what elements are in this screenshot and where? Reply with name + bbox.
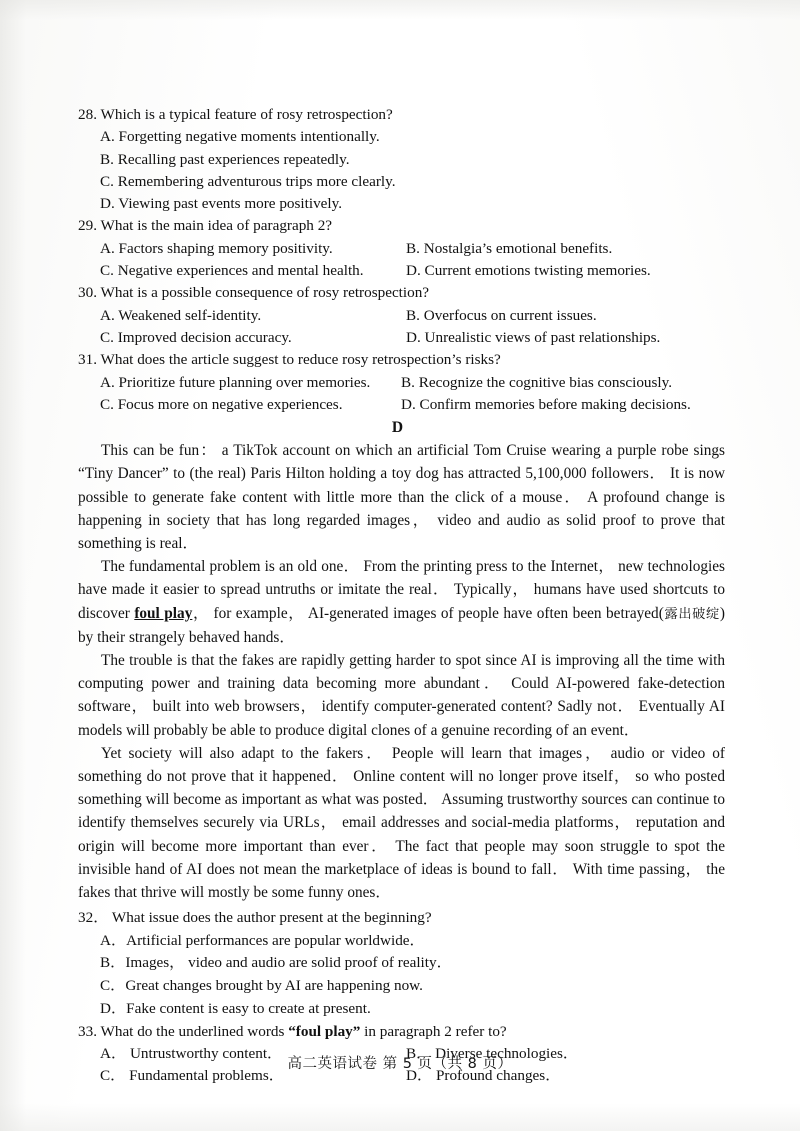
scan-edge-bottom [0,1103,800,1131]
option-row [100,372,725,394]
question-28-stem-text: Which is a typical feature of rosy retrospection? [100,106,393,123]
passage-paragraph-4 [78,742,725,904]
question-28-stem [78,104,725,126]
option-label: B． [100,954,126,972]
option-b[interactable]: B. Overfocus on current issues. [406,306,597,324]
question-31-options [100,372,725,417]
option-row [100,305,725,327]
option-a[interactable]: A． Untrustworthy content． [100,1045,283,1062]
option-text: Artificial performances are popular worldwide． [126,931,425,949]
question-29-stem [78,215,725,237]
option-d[interactable]: D． Profound changes． [406,1067,561,1085]
question-31-stem [78,349,725,371]
option-row [100,193,725,215]
question-32-stem [78,907,725,929]
quoted-phrase-foul-play: “foul play” [288,1022,361,1040]
option-b[interactable]: B． Diverse technologies． [406,1045,579,1062]
question-29 [78,215,725,282]
question-33-stem-text: What do the underlined words [100,1022,289,1040]
question-29-number: 29. [78,217,97,235]
question-32 [78,907,725,1020]
passage-paragraph-2 [78,555,725,649]
option-row [100,394,725,416]
question-28-number: 28. [78,106,97,123]
option-d[interactable]: D. Viewing past events more positively. [100,195,343,213]
option-text: Great changes brought by AI are happening now. [125,977,423,995]
option-c[interactable]: C. Remembering adventurous trips more clearly. [100,172,396,190]
option-c[interactable]: C. Improved decision accuracy. [100,328,292,346]
question-29-stem-text: What is the main idea of paragraph 2? [100,217,333,235]
question-31-stem-text: What does the article suggest to reduce rosy retrospection’s risks? [100,351,501,369]
option-a[interactable]: A. Weakened self-identity. [100,306,262,324]
question-30-stem [78,282,725,304]
option-b[interactable] [100,952,725,975]
page-footer: 高二英语试卷 第 5 页（共 8 页） [287,1056,513,1072]
option-a[interactable]: A. Prioritize future planning over memories. [100,373,371,391]
option-row [100,260,725,282]
option-c[interactable]: C. Focus more on negative experiences. [100,395,343,413]
passage-paragraph-1 [78,439,725,555]
question-33-stem [78,1021,725,1043]
question-30 [78,282,725,349]
option-text: Fake content is easy to create at present. [126,999,371,1017]
option-label: A． [100,931,127,949]
option-d[interactable]: D. Current emotions twisting memories. [406,262,651,280]
option-text: Images， video and audio are solid proof of reality． [125,954,452,972]
paragraph-text: The fundamental problem is an old one． From the printing press to the Internet， new technologies have made it easier to spread untruths or imitate the real． Typically， humans have used shortcuts to discover [78,558,725,622]
question-31 [78,349,725,416]
question-33-number: 33. [78,1022,97,1040]
question-29-options [100,238,725,283]
option-b[interactable]: B. Nostalgia’s emotional benefits. [406,239,613,257]
option-row [100,238,725,260]
option-b[interactable]: B. Recognize the cognitive bias consciously. [401,373,673,391]
option-label: D． [100,999,127,1017]
option-c[interactable]: C． Fundamental problems． [100,1067,284,1085]
question-30-stem-text: What is a possible consequence of rosy retrospection? [100,284,430,302]
chinese-gloss: 露出破绽 [663,606,720,622]
scan-edge-left [0,0,26,1131]
option-row [100,149,725,171]
paragraph-text: The trouble is that the fakes are rapidly getting harder to spot since AI is improving all the time with computing power and training data becoming more abundant． Could AI-powered fake-detection software， built into web browsers， identify computer-generated content? Sadly not． Eventually AI models will probably be able to produce digital clones of a genuine recording of an event． [78,651,725,739]
question-32-options [100,930,725,1021]
option-a[interactable] [100,930,725,953]
option-c[interactable] [100,975,725,998]
option-b[interactable]: B. Recalling past experiences repeatedly. [100,150,350,168]
paragraph-text: Yet society will also adapt to the fakers． People will learn that images， audio or video of something do not prove that it happened． Online content will no longer prove itself， so who posted something will become as important as what was posted． Assuming trustworthy sources can continue to identify themselves securely via URLs， email addresses and social-media platforms， reputation and origin will become more important than ever． The fact that people may soon struggle to spot the invisible hand of AI does not mean the marketplace of ideas is bound to fall． With time passing， the fakes that thrive will mostly be some funny ones． [78,744,725,902]
underlined-phrase-foul-play: foul play [134,604,193,622]
question-30-number: 30. [78,284,97,302]
question-28 [78,104,725,215]
passage-paragraph-3 [78,649,725,742]
paragraph-text: ， for example， AI-generated images of people have often been betrayed( [192,604,664,622]
question-32-stem-text: What issue does the author present at the beginning? [111,909,432,927]
paragraph-text: This can be fun： a TikTok account on which an artificial Tom Cruise wearing a purple robe sings “Tiny Dancer” to (the real) Paris Hilton holding a toy dog has attracted 5,100,000 followers． It is now possible to generate fake content with little more than the click of a mouse． A profound change is happening in society that has long regarded images， video and audio as solid proof to prove that something is real． [78,442,725,552]
option-row [100,171,725,193]
question-31-number: 31. [78,351,97,369]
scan-edge-top [0,0,800,20]
option-d[interactable]: D. Unrealistic views of past relationships. [406,328,661,346]
question-30-options [100,305,725,350]
question-32-number: 32． [78,909,109,927]
question-33-stem-text-end: in paragraph 2 refer to? [360,1022,507,1040]
paragraph-text: ) by their strangely behaved hands． [78,604,725,646]
option-label: C． [100,977,126,995]
option-d[interactable] [100,998,725,1021]
passage-section-letter: D [391,419,404,437]
option-a[interactable]: A. Factors shaping memory positivity. [100,239,333,257]
page-content [78,104,725,1088]
question-28-options [100,126,725,215]
option-a[interactable]: A. Forgetting negative moments intentionally. [100,128,380,146]
option-row [100,126,725,148]
option-c[interactable]: C. Negative experiences and mental health. [100,262,364,280]
option-row [100,327,725,349]
option-d[interactable]: D. Confirm memories before making decisions. [401,395,691,413]
